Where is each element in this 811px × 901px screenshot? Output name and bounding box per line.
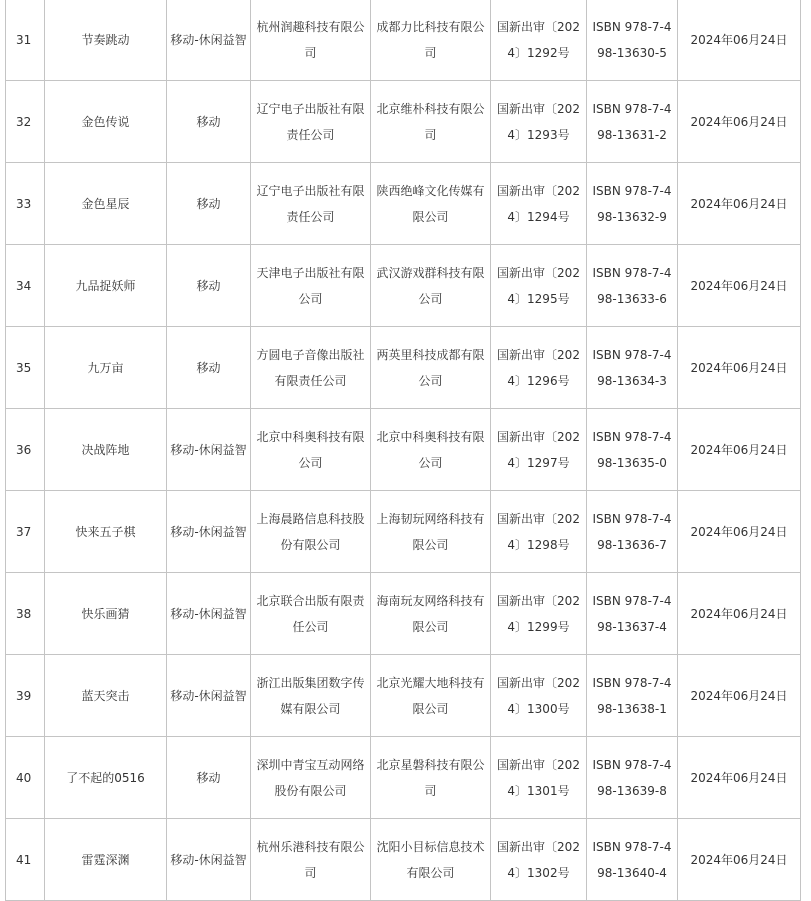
operator-cell: 上海韧玩网络科技有限公司 bbox=[371, 491, 491, 573]
approval-number-cell: 国新出审〔2024〕1301号 bbox=[491, 737, 587, 819]
approval-date-cell: 2024年06月24日 bbox=[678, 819, 801, 901]
row-number-cell: 31 bbox=[6, 0, 45, 81]
row-number-cell: 36 bbox=[6, 409, 45, 491]
game-type-cell: 移动-休闲益智 bbox=[167, 491, 251, 573]
game-name-cell: 九万亩 bbox=[45, 327, 167, 409]
publisher-cell: 浙江出版集团数字传媒有限公司 bbox=[251, 655, 371, 737]
game-type-cell: 移动 bbox=[167, 737, 251, 819]
operator-cell: 陕西绝峰文化传媒有限公司 bbox=[371, 163, 491, 245]
approval-number-cell: 国新出审〔2024〕1294号 bbox=[491, 163, 587, 245]
publisher-cell: 深圳中青宝互动网络股份有限公司 bbox=[251, 737, 371, 819]
approval-date-cell: 2024年06月24日 bbox=[678, 163, 801, 245]
row-number-cell: 41 bbox=[6, 819, 45, 901]
publisher-cell: 杭州润趣科技有限公司 bbox=[251, 0, 371, 81]
approval-number-cell: 国新出审〔2024〕1292号 bbox=[491, 0, 587, 81]
table-row bbox=[6, 737, 801, 819]
row-number-cell: 34 bbox=[6, 245, 45, 327]
isbn-cell: ISBN 978-7-498-13630-5 bbox=[587, 0, 678, 81]
game-approval-table bbox=[5, 0, 801, 901]
approval-number-cell: 国新出审〔2024〕1293号 bbox=[491, 81, 587, 163]
game-type-cell: 移动-休闲益智 bbox=[167, 819, 251, 901]
isbn-cell: ISBN 978-7-498-13640-4 bbox=[587, 819, 678, 901]
table-row bbox=[6, 491, 801, 573]
approval-date-cell: 2024年06月24日 bbox=[678, 409, 801, 491]
table-row bbox=[6, 409, 801, 491]
table-row bbox=[6, 327, 801, 409]
approval-number-cell: 国新出审〔2024〕1300号 bbox=[491, 655, 587, 737]
game-type-cell: 移动-休闲益智 bbox=[167, 0, 251, 81]
operator-cell: 武汉游戏群科技有限公司 bbox=[371, 245, 491, 327]
publisher-cell: 天津电子出版社有限公司 bbox=[251, 245, 371, 327]
game-name-cell: 蓝天突击 bbox=[45, 655, 167, 737]
approval-date-cell: 2024年06月24日 bbox=[678, 327, 801, 409]
game-type-cell: 移动 bbox=[167, 163, 251, 245]
operator-cell: 两英里科技成都有限公司 bbox=[371, 327, 491, 409]
isbn-cell: ISBN 978-7-498-13635-0 bbox=[587, 409, 678, 491]
publisher-cell: 杭州乐港科技有限公司 bbox=[251, 819, 371, 901]
operator-cell: 北京维朴科技有限公司 bbox=[371, 81, 491, 163]
publisher-cell: 辽宁电子出版社有限责任公司 bbox=[251, 81, 371, 163]
isbn-cell: ISBN 978-7-498-13636-7 bbox=[587, 491, 678, 573]
isbn-cell: ISBN 978-7-498-13637-4 bbox=[587, 573, 678, 655]
operator-cell: 北京光耀大地科技有限公司 bbox=[371, 655, 491, 737]
row-number-cell: 35 bbox=[6, 327, 45, 409]
operator-cell: 成都力比科技有限公司 bbox=[371, 0, 491, 81]
isbn-cell: ISBN 978-7-498-13638-1 bbox=[587, 655, 678, 737]
operator-cell: 海南玩友网络科技有限公司 bbox=[371, 573, 491, 655]
game-name-cell: 快乐画猜 bbox=[45, 573, 167, 655]
approval-number-cell: 国新出审〔2024〕1297号 bbox=[491, 409, 587, 491]
game-name-cell: 节奏跳动 bbox=[45, 0, 167, 81]
game-name-cell: 了不起的0516 bbox=[45, 737, 167, 819]
approval-date-cell: 2024年06月24日 bbox=[678, 245, 801, 327]
row-number-cell: 39 bbox=[6, 655, 45, 737]
approval-number-cell: 国新出审〔2024〕1295号 bbox=[491, 245, 587, 327]
table-row bbox=[6, 163, 801, 245]
table-row bbox=[6, 81, 801, 163]
publisher-cell: 方圆电子音像出版社有限责任公司 bbox=[251, 327, 371, 409]
row-number-cell: 33 bbox=[6, 163, 45, 245]
table-body bbox=[6, 0, 801, 901]
game-type-cell: 移动 bbox=[167, 81, 251, 163]
row-number-cell: 40 bbox=[6, 737, 45, 819]
approval-date-cell: 2024年06月24日 bbox=[678, 81, 801, 163]
game-name-cell: 九品捉妖师 bbox=[45, 245, 167, 327]
publisher-cell: 上海晨路信息科技股份有限公司 bbox=[251, 491, 371, 573]
game-name-cell: 金色星辰 bbox=[45, 163, 167, 245]
row-number-cell: 37 bbox=[6, 491, 45, 573]
game-name-cell: 决战阵地 bbox=[45, 409, 167, 491]
approval-number-cell: 国新出审〔2024〕1299号 bbox=[491, 573, 587, 655]
game-type-cell: 移动-休闲益智 bbox=[167, 409, 251, 491]
table-row bbox=[6, 655, 801, 737]
game-name-cell: 雷霆深渊 bbox=[45, 819, 167, 901]
publisher-cell: 北京中科奥科技有限公司 bbox=[251, 409, 371, 491]
approval-number-cell: 国新出审〔2024〕1298号 bbox=[491, 491, 587, 573]
approval-date-cell: 2024年06月24日 bbox=[678, 0, 801, 81]
publisher-cell: 辽宁电子出版社有限责任公司 bbox=[251, 163, 371, 245]
isbn-cell: ISBN 978-7-498-13631-2 bbox=[587, 81, 678, 163]
approval-date-cell: 2024年06月24日 bbox=[678, 491, 801, 573]
game-type-cell: 移动-休闲益智 bbox=[167, 655, 251, 737]
isbn-cell: ISBN 978-7-498-13632-9 bbox=[587, 163, 678, 245]
table-row bbox=[6, 0, 801, 81]
row-number-cell: 32 bbox=[6, 81, 45, 163]
table-row bbox=[6, 819, 801, 901]
isbn-cell: ISBN 978-7-498-13639-8 bbox=[587, 737, 678, 819]
game-name-cell: 金色传说 bbox=[45, 81, 167, 163]
operator-cell: 北京中科奥科技有限公司 bbox=[371, 409, 491, 491]
table-row bbox=[6, 245, 801, 327]
game-type-cell: 移动 bbox=[167, 245, 251, 327]
operator-cell: 沈阳小目标信息技术有限公司 bbox=[371, 819, 491, 901]
approval-number-cell: 国新出审〔2024〕1302号 bbox=[491, 819, 587, 901]
table-row bbox=[6, 573, 801, 655]
game-type-cell: 移动-休闲益智 bbox=[167, 573, 251, 655]
publisher-cell: 北京联合出版有限责任公司 bbox=[251, 573, 371, 655]
approval-number-cell: 国新出审〔2024〕1296号 bbox=[491, 327, 587, 409]
isbn-cell: ISBN 978-7-498-13634-3 bbox=[587, 327, 678, 409]
approval-date-cell: 2024年06月24日 bbox=[678, 573, 801, 655]
isbn-cell: ISBN 978-7-498-13633-6 bbox=[587, 245, 678, 327]
approval-date-cell: 2024年06月24日 bbox=[678, 737, 801, 819]
row-number-cell: 38 bbox=[6, 573, 45, 655]
approval-date-cell: 2024年06月24日 bbox=[678, 655, 801, 737]
operator-cell: 北京星磐科技有限公司 bbox=[371, 737, 491, 819]
game-type-cell: 移动 bbox=[167, 327, 251, 409]
game-name-cell: 快来五子棋 bbox=[45, 491, 167, 573]
